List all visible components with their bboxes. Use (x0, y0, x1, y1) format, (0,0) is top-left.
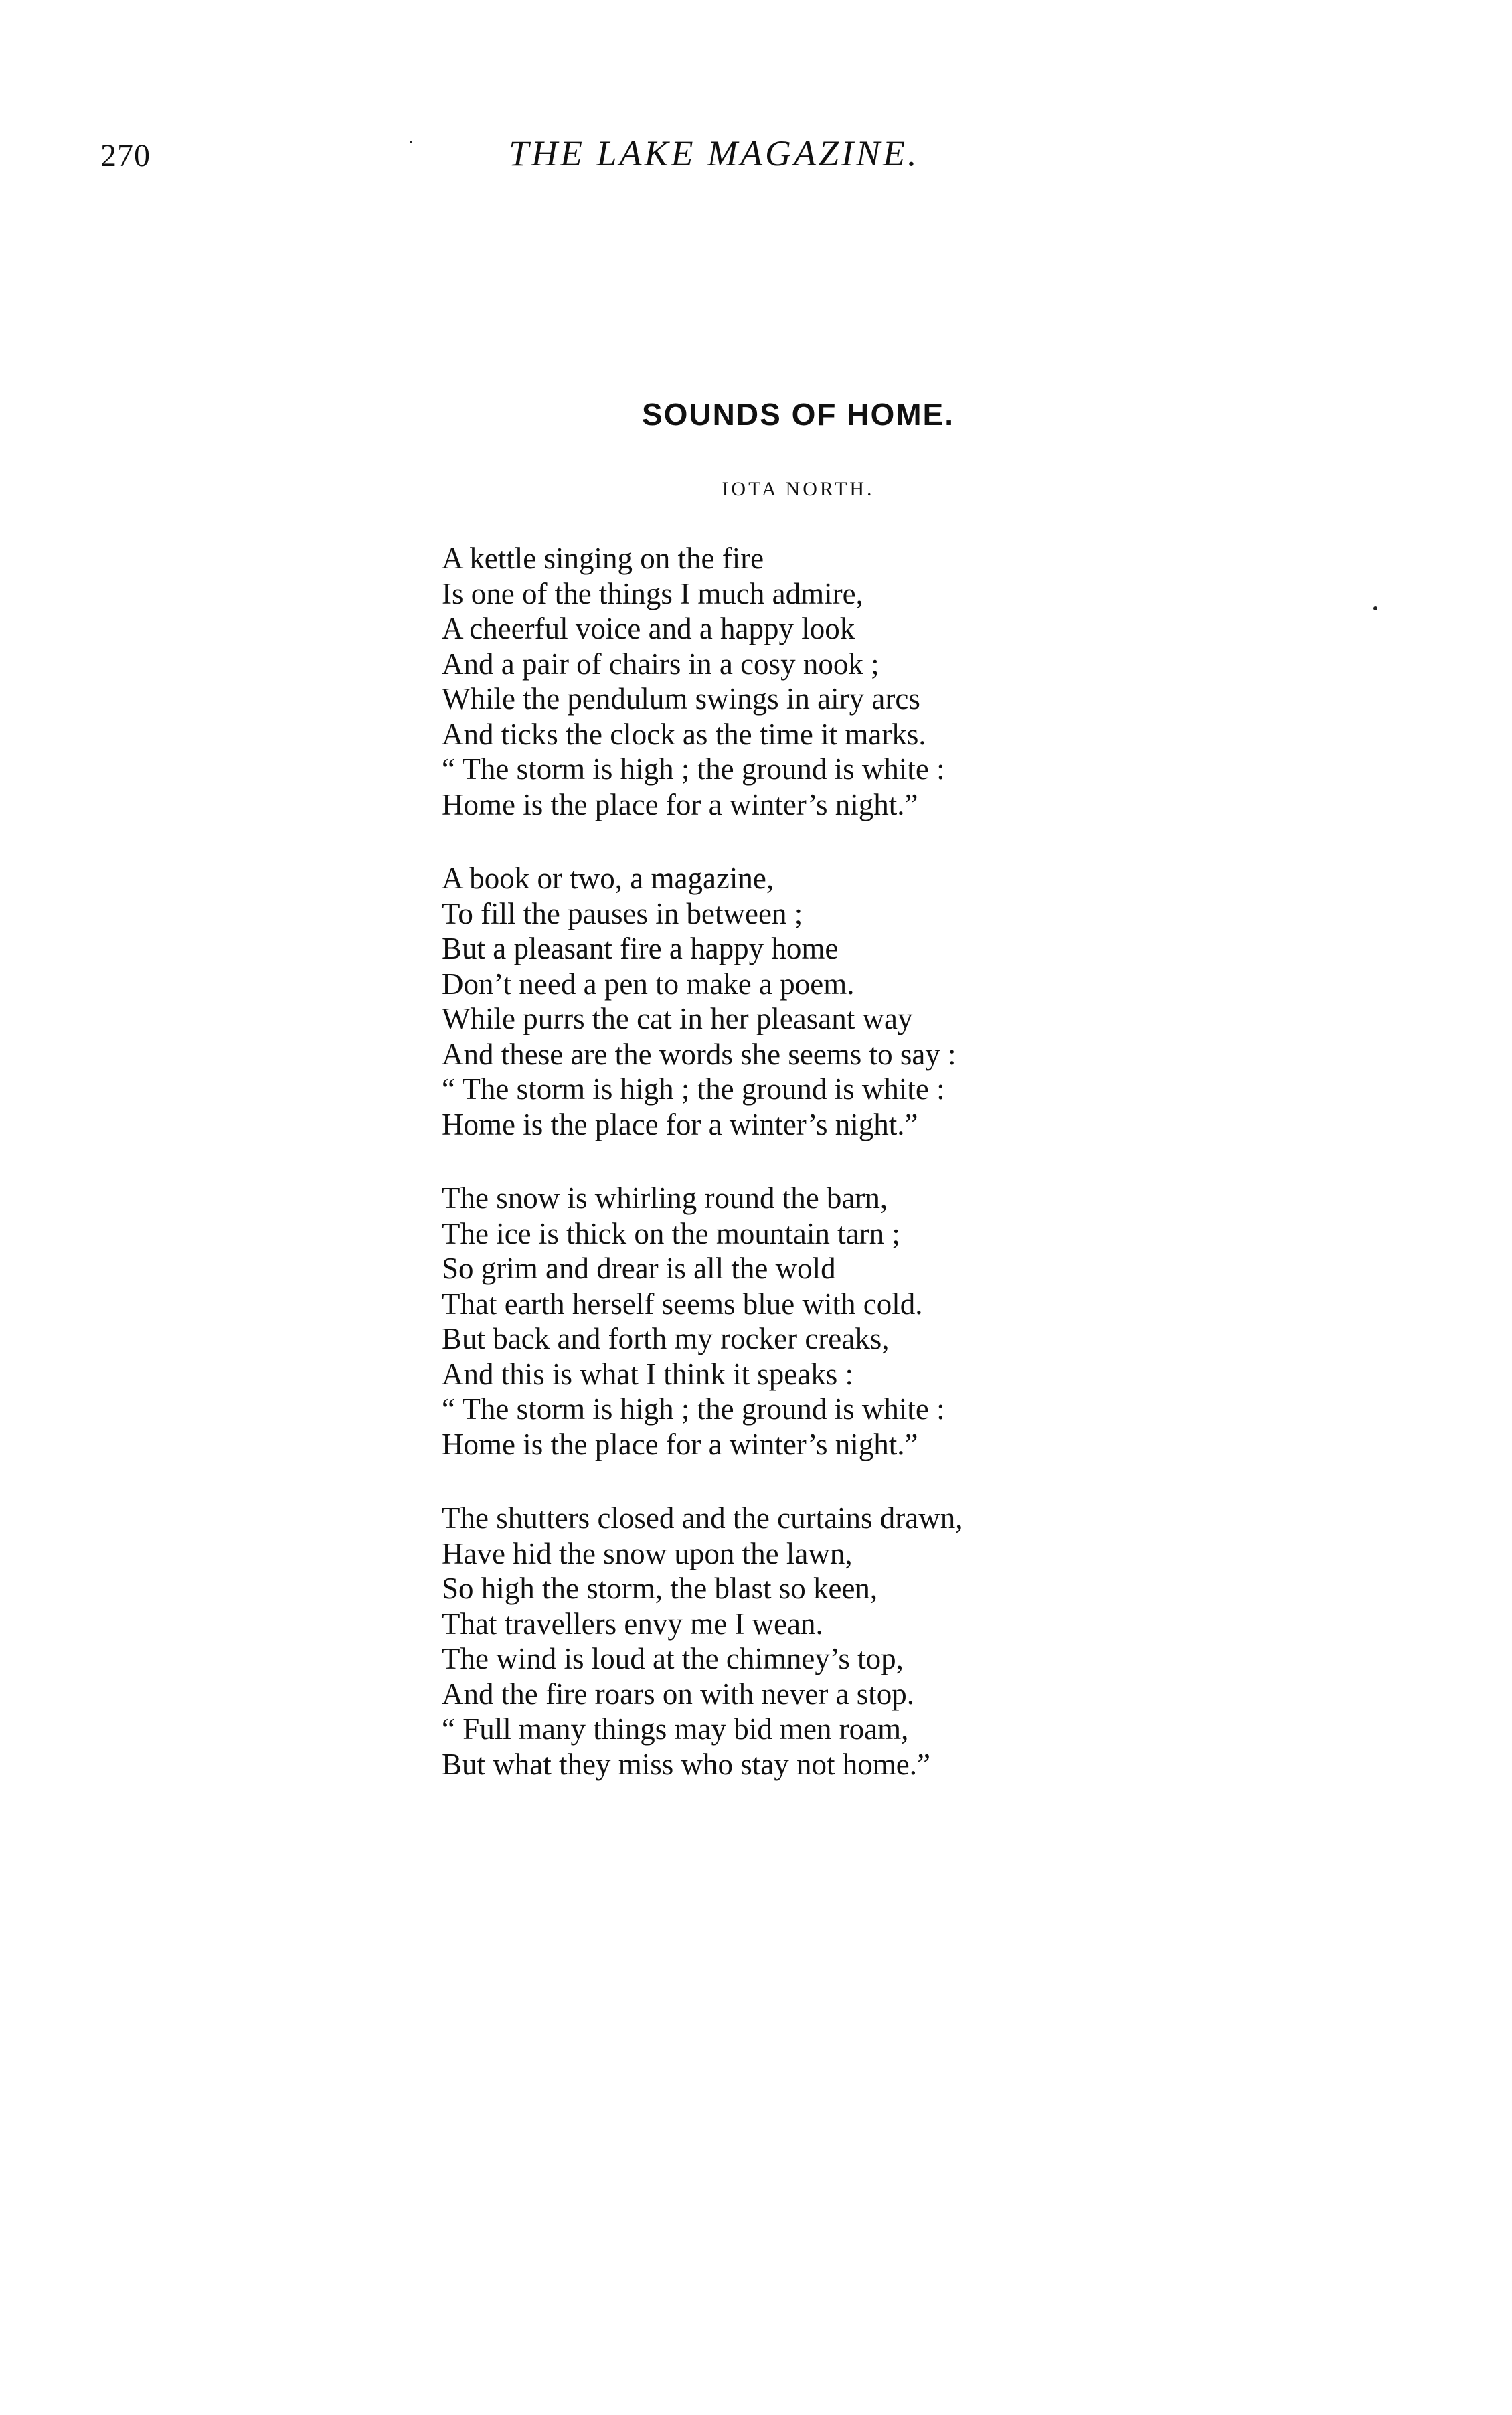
poem-line: To fill the pauses in between ; (442, 896, 803, 930)
poem-line: So high the storm, the blast so keen, (442, 1572, 878, 1605)
poem-line: A cheerful voice and a happy look (442, 612, 855, 645)
page-number: 270 (100, 138, 151, 173)
stanza (442, 541, 1412, 822)
poem-line: Don’t need a pen to make a poem. (442, 967, 855, 1001)
poem-line: And a pair of chairs in a cosy nook ; (442, 647, 879, 681)
poem-line: That travellers envy me I wean. (442, 1606, 823, 1641)
poem-line: So grim and drear is all the wold (442, 1252, 836, 1285)
poem-line: The snow is whirling round the barn, (442, 1181, 888, 1215)
stanza (442, 861, 1412, 1142)
poem-line: A book or two, a magazine, (442, 861, 774, 895)
poem-author: IOTA NORTH. (722, 478, 875, 500)
poem-title: SOUNDS OF HOME. (641, 397, 955, 432)
scan-speck (1373, 606, 1377, 610)
poem-line: And this is what I think it speaks : (442, 1357, 853, 1391)
stanza (442, 1501, 1412, 1782)
poem-line: Home is the place for a winter’s night.” (442, 1427, 918, 1461)
poem-line: While purrs the cat in her pleasant way (442, 1002, 913, 1035)
poem-line: But back and forth my rocker creaks, (442, 1322, 890, 1355)
poem-line: But a pleasant fire a happy home (442, 932, 839, 965)
poem-line: “ The storm is high ; the ground is white : (442, 1392, 945, 1426)
poem-line: While the pendulum swings in airy arcs (442, 682, 920, 716)
poem-line: But what they miss who stay not home.” (442, 1747, 930, 1781)
poem-line: Is one of the things I much admire, (442, 576, 863, 610)
poem-line: A kettle singing on the fire (442, 542, 764, 575)
poem-line: Home is the place for a winter’s night.” (442, 787, 918, 821)
poem-body (442, 541, 1412, 1821)
poem-line: Have hid the snow upon the lawn, (442, 1536, 853, 1570)
poem-line: Home is the place for a winter’s night.” (442, 1107, 918, 1141)
poem-line: That earth herself seems blue with cold. (442, 1286, 923, 1321)
poem-line: “ The storm is high ; the ground is white : (442, 752, 945, 786)
poem-line: And these are the words she seems to say : (442, 1037, 956, 1071)
poem-line: “ The storm is high ; the ground is white : (442, 1072, 945, 1106)
poem-line: And ticks the clock as the time it marks. (442, 717, 926, 751)
poem-line: The ice is thick on the mountain tarn ; (442, 1216, 900, 1250)
poem-line: “ Full many things may bid men roam, (442, 1712, 909, 1746)
running-head: THE LAKE MAGAZINE. (509, 133, 920, 173)
poem-line: The wind is loud at the chimney’s top, (442, 1642, 904, 1675)
poem-line: The shutters closed and the curtains drawn, (442, 1501, 963, 1535)
scan-speck (410, 141, 412, 143)
poem-line: And the fire roars on with never a stop. (442, 1677, 915, 1711)
stanza (442, 1181, 1412, 1462)
